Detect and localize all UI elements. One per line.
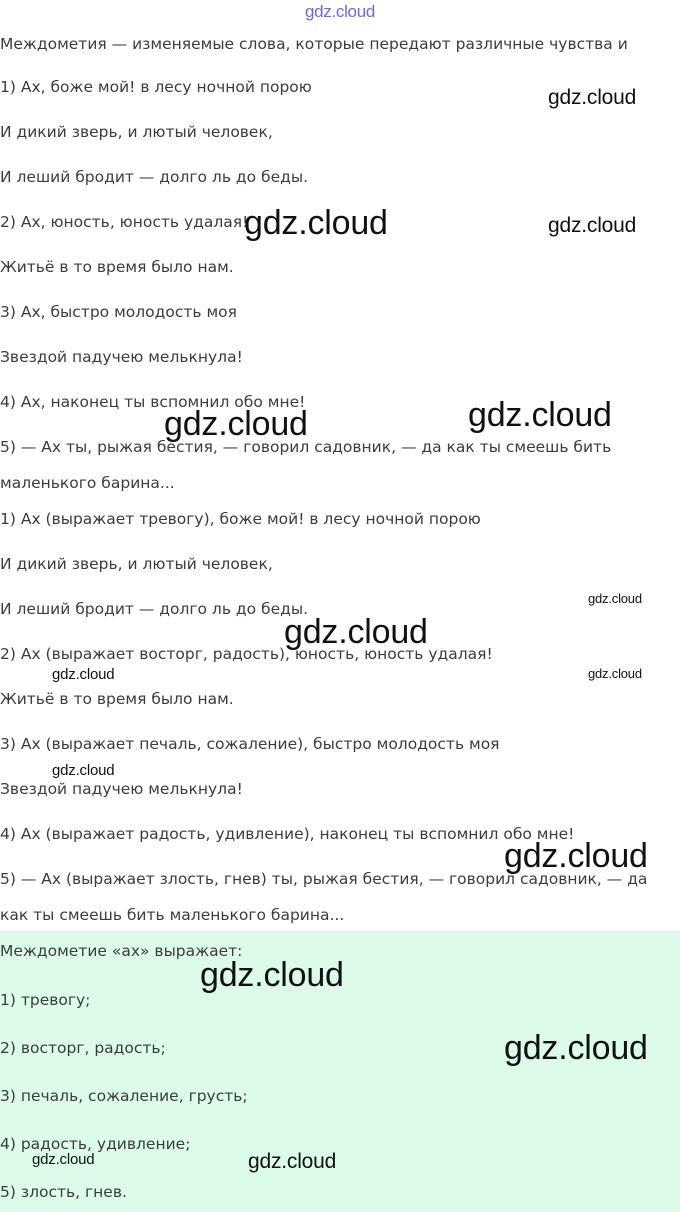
watermark: gdz.cloud (504, 837, 648, 875)
task-line: Житьё в то время было нам. (0, 258, 234, 276)
watermark: gdz.cloud (588, 591, 642, 606)
answer-item: 1) тревогу; (0, 991, 91, 1009)
watermark: gdz.cloud (32, 1151, 95, 1168)
watermark: gdz.cloud (244, 204, 388, 242)
solution-line: 4) Ах (выражает радость, удивление), наконец ты вспомнил обо мне! (0, 825, 575, 843)
solution-line: Звездой падучею мелькнула! (0, 780, 243, 798)
solution-line: И дикий зверь, и лютый человек, (0, 555, 273, 573)
watermark: gdz.cloud (200, 956, 344, 994)
answer-item: 3) печаль, сожаление, грусть; (0, 1087, 248, 1105)
watermark: gdz.cloud (52, 762, 115, 779)
task-line: 1) Ах, боже мой! в лесу ночной порою (0, 78, 312, 96)
task-line: 5) — Ах ты, рыжая бестия, — говорил садовник, — да как ты смеешь бить (0, 438, 612, 456)
solution-line: 2) Ах (выражает восторг, радость), юность, юность удалая! (0, 645, 493, 663)
task-line: И дикий зверь, и лютый человек, (0, 123, 273, 141)
solution-line: 3) Ах (выражает печаль, сожаление), быстро молодость моя (0, 735, 500, 753)
answer-item: 5) злость, гнев. (0, 1183, 127, 1201)
task-line: И леший бродит — долго ль до беды. (0, 168, 309, 186)
solution-line: 1) Ах (выражает тревогу), боже мой! в лесу ночной порою (0, 510, 481, 528)
watermark: gdz.cloud (164, 405, 308, 443)
watermark: gdz.cloud (588, 666, 642, 681)
answer-item: 2) восторг, радость; (0, 1039, 166, 1057)
watermark: gdz.cloud (248, 1150, 337, 1173)
task-line: 4) Ах, наконец ты вспомнил обо мне! (0, 393, 306, 411)
task-line: Междометия — изменяемые слова, которые передают различные чувства и (0, 35, 628, 53)
task-line: 2) Ах, юность, юность удалая! (0, 213, 249, 231)
answer-title: Междометие «ах» выражает: (0, 942, 243, 960)
watermark: gdz.cloud (468, 396, 612, 434)
watermark: gdz.cloud (548, 214, 637, 237)
solution-line: как ты смеешь бить маленького барина... (0, 906, 345, 924)
solution-line: Житьё в то время было нам. (0, 690, 234, 708)
watermark: gdz.cloud (52, 666, 115, 683)
solution-line: И леший бродит — долго ль до беды. (0, 600, 309, 618)
task-line: маленького барина... (0, 474, 175, 492)
watermark: gdz.cloud (548, 86, 637, 109)
watermark: gdz.cloud (504, 1029, 648, 1067)
answer-item: 4) радость, удивление; (0, 1135, 191, 1153)
solution-line: 5) — Ах (выражает злость, гнев) ты, рыжая бестия, — говорил садовник, — да (0, 870, 648, 888)
task-line: 3) Ах, быстро молодость моя (0, 303, 237, 321)
watermark: gdz.cloud (284, 613, 428, 651)
task-line: Звездой падучею мелькнула! (0, 348, 243, 366)
site-logo[interactable]: gdz.cloud (304, 2, 376, 21)
